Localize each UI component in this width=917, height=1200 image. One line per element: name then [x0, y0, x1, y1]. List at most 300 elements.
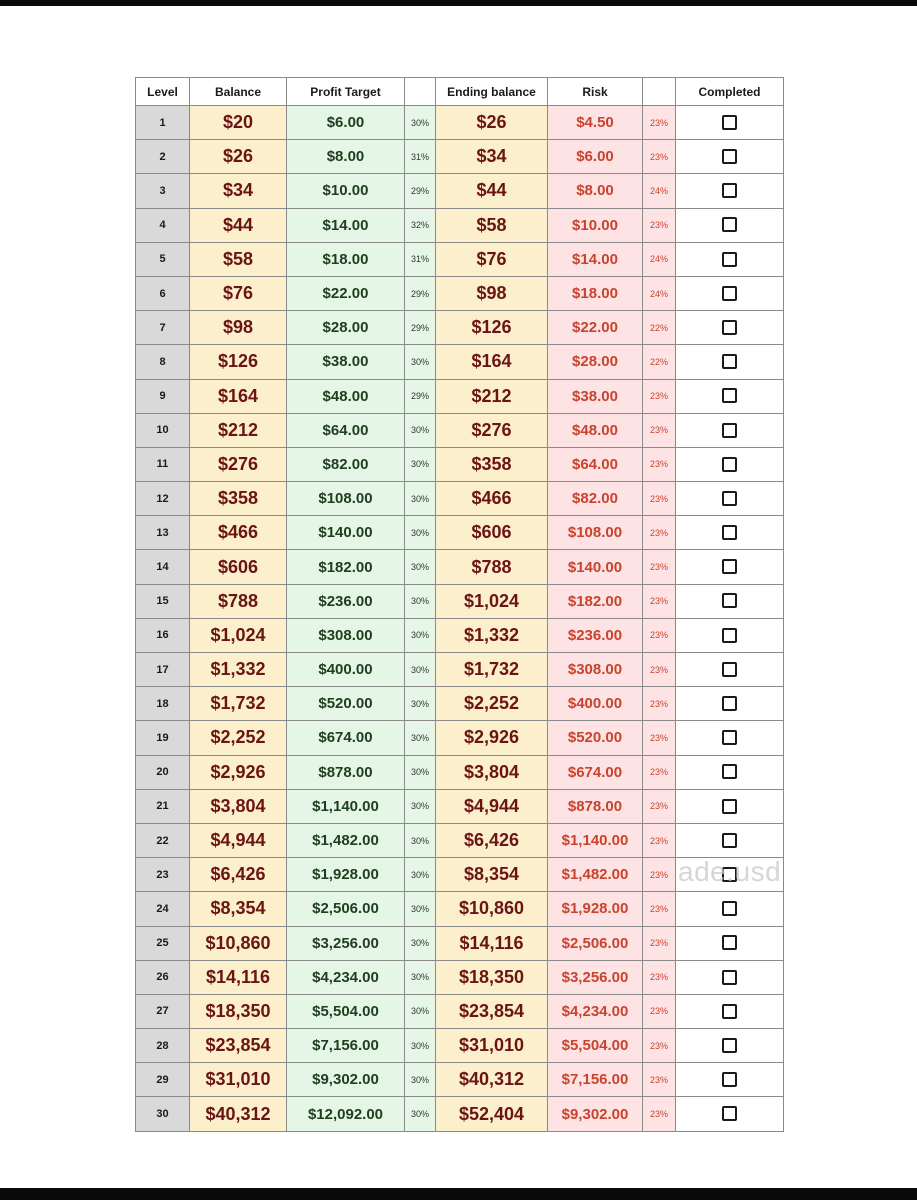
risk-cell: $1,140.00 [548, 823, 643, 857]
ending-balance-cell: $34 [436, 140, 548, 174]
completed-checkbox[interactable] [722, 320, 737, 335]
header-risk-percent [643, 78, 676, 106]
profit-target-cell: $7,156.00 [287, 1029, 405, 1063]
risk-percent-cell: 23% [643, 960, 676, 994]
target-percent-cell: 30% [405, 1097, 436, 1131]
balance-cell: $164 [190, 379, 287, 413]
profit-target-cell: $18.00 [287, 242, 405, 276]
profit-target-cell: $5,504.00 [287, 994, 405, 1028]
risk-cell: $520.00 [548, 721, 643, 755]
balance-cell: $466 [190, 516, 287, 550]
target-percent-cell: 32% [405, 208, 436, 242]
ending-balance-cell: $276 [436, 413, 548, 447]
risk-cell: $22.00 [548, 311, 643, 345]
target-percent-cell: 30% [405, 1029, 436, 1063]
completed-checkbox[interactable] [722, 559, 737, 574]
risk-cell: $400.00 [548, 687, 643, 721]
level-cell: 4 [136, 208, 190, 242]
profit-target-cell: $308.00 [287, 618, 405, 652]
risk-percent-cell: 23% [643, 618, 676, 652]
table-row [136, 208, 784, 242]
profit-target-cell: $674.00 [287, 721, 405, 755]
balance-cell: $2,926 [190, 755, 287, 789]
completed-cell [676, 755, 784, 789]
risk-percent-cell: 23% [643, 106, 676, 140]
risk-percent-cell: 23% [643, 447, 676, 481]
completed-cell [676, 379, 784, 413]
balance-cell: $98 [190, 311, 287, 345]
table-row [136, 379, 784, 413]
completed-cell [676, 687, 784, 721]
target-percent-cell: 30% [405, 994, 436, 1028]
completed-checkbox[interactable] [722, 217, 737, 232]
balance-cell: $10,860 [190, 926, 287, 960]
completed-cell [676, 482, 784, 516]
level-cell: 18 [136, 687, 190, 721]
table-row [136, 516, 784, 550]
table-row [136, 1029, 784, 1063]
table-row [136, 926, 784, 960]
completed-checkbox[interactable] [722, 457, 737, 472]
profit-target-cell: $82.00 [287, 447, 405, 481]
level-cell: 19 [136, 721, 190, 755]
completed-cell [676, 721, 784, 755]
completed-cell [676, 823, 784, 857]
profit-target-cell: $400.00 [287, 653, 405, 687]
ending-balance-cell: $26 [436, 106, 548, 140]
level-cell: 12 [136, 482, 190, 516]
balance-cell: $3,804 [190, 789, 287, 823]
ending-balance-cell: $10,860 [436, 892, 548, 926]
target-percent-cell: 29% [405, 379, 436, 413]
profit-target-cell: $8.00 [287, 140, 405, 174]
completed-cell [676, 926, 784, 960]
header-balance: Balance [190, 78, 287, 106]
target-percent-cell: 30% [405, 653, 436, 687]
risk-cell: $9,302.00 [548, 1097, 643, 1131]
ending-balance-cell: $358 [436, 447, 548, 481]
profit-target-cell: $22.00 [287, 276, 405, 310]
profit-target-cell: $6.00 [287, 106, 405, 140]
risk-percent-cell: 24% [643, 276, 676, 310]
header-completed: Completed [676, 78, 784, 106]
completed-checkbox[interactable] [722, 252, 737, 267]
completed-cell [676, 242, 784, 276]
risk-percent-cell: 23% [643, 584, 676, 618]
completed-cell [676, 413, 784, 447]
balance-cell: $4,944 [190, 823, 287, 857]
profit-target-cell: $9,302.00 [287, 1063, 405, 1097]
balance-cell: $1,732 [190, 687, 287, 721]
table-row [136, 242, 784, 276]
header-ending-balance: Ending balance [436, 78, 548, 106]
profit-target-cell: $1,928.00 [287, 858, 405, 892]
ending-balance-cell: $40,312 [436, 1063, 548, 1097]
completed-checkbox[interactable] [722, 730, 737, 745]
table-row [136, 755, 784, 789]
completed-checkbox[interactable] [722, 662, 737, 677]
level-cell: 7 [136, 311, 190, 345]
ending-balance-cell: $18,350 [436, 960, 548, 994]
risk-percent-cell: 23% [643, 1063, 676, 1097]
target-percent-cell: 30% [405, 789, 436, 823]
ending-balance-cell: $1,732 [436, 653, 548, 687]
level-cell: 1 [136, 106, 190, 140]
completed-cell [676, 789, 784, 823]
table-row [136, 276, 784, 310]
completed-cell [676, 208, 784, 242]
risk-cell: $7,156.00 [548, 1063, 643, 1097]
table-row [136, 653, 784, 687]
completed-cell [676, 892, 784, 926]
completed-checkbox[interactable] [722, 833, 737, 848]
profit-target-cell: $182.00 [287, 550, 405, 584]
balance-cell: $14,116 [190, 960, 287, 994]
risk-percent-cell: 23% [643, 1029, 676, 1063]
profit-target-cell: $2,506.00 [287, 892, 405, 926]
risk-cell: $674.00 [548, 755, 643, 789]
target-percent-cell: 29% [405, 174, 436, 208]
completed-cell [676, 1063, 784, 1097]
completed-checkbox[interactable] [722, 696, 737, 711]
target-percent-cell: 30% [405, 413, 436, 447]
level-cell: 22 [136, 823, 190, 857]
target-percent-cell: 30% [405, 584, 436, 618]
ending-balance-cell: $1,332 [436, 618, 548, 652]
completed-checkbox[interactable] [722, 183, 737, 198]
level-cell: 5 [136, 242, 190, 276]
target-percent-cell: 30% [405, 550, 436, 584]
level-cell: 13 [136, 516, 190, 550]
risk-percent-cell: 23% [643, 1097, 676, 1131]
completed-cell [676, 106, 784, 140]
completed-cell [676, 550, 784, 584]
profit-target-cell: $1,140.00 [287, 789, 405, 823]
profit-target-cell: $12,092.00 [287, 1097, 405, 1131]
completed-checkbox[interactable] [722, 1004, 737, 1019]
level-cell: 27 [136, 994, 190, 1028]
ending-balance-cell: $3,804 [436, 755, 548, 789]
ending-balance-cell: $212 [436, 379, 548, 413]
level-cell: 8 [136, 345, 190, 379]
balance-cell: $358 [190, 482, 287, 516]
risk-percent-cell: 22% [643, 311, 676, 345]
balance-cell: $1,024 [190, 618, 287, 652]
completed-cell [676, 140, 784, 174]
table-row [136, 1063, 784, 1097]
completed-cell [676, 345, 784, 379]
table-row [136, 447, 784, 481]
ending-balance-cell: $23,854 [436, 994, 548, 1028]
level-cell: 25 [136, 926, 190, 960]
table-row [136, 960, 784, 994]
risk-percent-cell: 23% [643, 721, 676, 755]
header-target-percent [405, 78, 436, 106]
completed-cell [676, 994, 784, 1028]
risk-cell: $38.00 [548, 379, 643, 413]
balance-cell: $6,426 [190, 858, 287, 892]
table-row [136, 1097, 784, 1131]
target-percent-cell: 30% [405, 516, 436, 550]
target-percent-cell: 30% [405, 858, 436, 892]
target-percent-cell: 30% [405, 1063, 436, 1097]
table-row [136, 823, 784, 857]
completed-cell [676, 174, 784, 208]
level-cell: 6 [136, 276, 190, 310]
target-percent-cell: 30% [405, 892, 436, 926]
profit-target-cell: $4,234.00 [287, 960, 405, 994]
risk-percent-cell: 23% [643, 482, 676, 516]
bottom-border-bar [0, 1188, 917, 1200]
risk-percent-cell: 23% [643, 858, 676, 892]
balance-cell: $31,010 [190, 1063, 287, 1097]
balance-cell: $18,350 [190, 994, 287, 1028]
table-row [136, 721, 784, 755]
risk-percent-cell: 24% [643, 242, 676, 276]
profit-target-cell: $236.00 [287, 584, 405, 618]
table-row [136, 311, 784, 345]
completed-checkbox[interactable] [722, 1038, 737, 1053]
completed-checkbox[interactable] [722, 764, 737, 779]
risk-percent-cell: 23% [643, 823, 676, 857]
balance-cell: $788 [190, 584, 287, 618]
target-percent-cell: 29% [405, 276, 436, 310]
balance-cell: $20 [190, 106, 287, 140]
ending-balance-cell: $126 [436, 311, 548, 345]
risk-percent-cell: 23% [643, 789, 676, 823]
level-cell: 23 [136, 858, 190, 892]
completed-cell [676, 276, 784, 310]
target-percent-cell: 30% [405, 482, 436, 516]
level-cell: 29 [136, 1063, 190, 1097]
table-row [136, 550, 784, 584]
level-cell: 3 [136, 174, 190, 208]
balance-cell: $26 [190, 140, 287, 174]
table-row [136, 482, 784, 516]
risk-percent-cell: 23% [643, 687, 676, 721]
completed-checkbox[interactable] [722, 286, 737, 301]
table-row [136, 687, 784, 721]
level-cell: 30 [136, 1097, 190, 1131]
risk-cell: $140.00 [548, 550, 643, 584]
completed-checkbox[interactable] [722, 423, 737, 438]
risk-cell: $308.00 [548, 653, 643, 687]
table-row [136, 994, 784, 1028]
completed-checkbox[interactable] [722, 1106, 737, 1121]
profit-target-cell: $10.00 [287, 174, 405, 208]
target-percent-cell: 30% [405, 721, 436, 755]
completed-checkbox[interactable] [722, 1072, 737, 1087]
target-percent-cell: 30% [405, 345, 436, 379]
watermark-text: ade.usd [678, 856, 782, 887]
risk-percent-cell: 23% [643, 208, 676, 242]
balance-cell: $606 [190, 550, 287, 584]
risk-percent-cell: 23% [643, 550, 676, 584]
balance-cell: $34 [190, 174, 287, 208]
risk-percent-cell: 23% [643, 755, 676, 789]
ending-balance-cell: $31,010 [436, 1029, 548, 1063]
table-row [136, 174, 784, 208]
profit-target-cell: $520.00 [287, 687, 405, 721]
table-row [136, 584, 784, 618]
target-percent-cell: 31% [405, 140, 436, 174]
level-cell: 16 [136, 618, 190, 652]
risk-cell: $10.00 [548, 208, 643, 242]
balance-cell: $40,312 [190, 1097, 287, 1131]
level-cell: 15 [136, 584, 190, 618]
level-cell: 24 [136, 892, 190, 926]
risk-cell: $18.00 [548, 276, 643, 310]
risk-cell: $878.00 [548, 789, 643, 823]
risk-cell: $182.00 [548, 584, 643, 618]
target-percent-cell: 30% [405, 106, 436, 140]
ending-balance-cell: $6,426 [436, 823, 548, 857]
completed-checkbox[interactable] [722, 149, 737, 164]
risk-percent-cell: 23% [643, 926, 676, 960]
risk-cell: $82.00 [548, 482, 643, 516]
balance-cell: $126 [190, 345, 287, 379]
level-cell: 2 [136, 140, 190, 174]
level-cell: 11 [136, 447, 190, 481]
ending-balance-cell: $606 [436, 516, 548, 550]
risk-percent-cell: 24% [643, 174, 676, 208]
risk-percent-cell: 23% [643, 653, 676, 687]
risk-cell: $236.00 [548, 618, 643, 652]
balance-cell: $76 [190, 276, 287, 310]
header-risk: Risk [548, 78, 643, 106]
risk-cell: $1,482.00 [548, 858, 643, 892]
risk-cell: $1,928.00 [548, 892, 643, 926]
profit-target-cell: $38.00 [287, 345, 405, 379]
risk-percent-cell: 23% [643, 413, 676, 447]
risk-cell: $6.00 [548, 140, 643, 174]
completed-cell [676, 653, 784, 687]
target-percent-cell: 30% [405, 960, 436, 994]
profit-target-cell: $140.00 [287, 516, 405, 550]
table-body [136, 106, 784, 1132]
level-cell: 17 [136, 653, 190, 687]
balance-cell: $1,332 [190, 653, 287, 687]
level-cell: 9 [136, 379, 190, 413]
profit-target-cell: $28.00 [287, 311, 405, 345]
balance-cell: $23,854 [190, 1029, 287, 1063]
risk-percent-cell: 23% [643, 379, 676, 413]
completed-cell [676, 1097, 784, 1131]
target-percent-cell: 31% [405, 242, 436, 276]
balance-cell: $212 [190, 413, 287, 447]
risk-cell: $5,504.00 [548, 1029, 643, 1063]
table-row [136, 789, 784, 823]
risk-percent-cell: 23% [643, 140, 676, 174]
completed-checkbox[interactable] [722, 970, 737, 985]
target-percent-cell: 30% [405, 447, 436, 481]
level-cell: 21 [136, 789, 190, 823]
completed-checkbox[interactable] [722, 935, 737, 950]
risk-cell: $2,506.00 [548, 926, 643, 960]
completed-cell [676, 311, 784, 345]
target-percent-cell: 29% [405, 311, 436, 345]
risk-cell: $48.00 [548, 413, 643, 447]
top-border-bar [0, 0, 917, 6]
profit-target-cell: $64.00 [287, 413, 405, 447]
header-row [136, 78, 784, 106]
completed-checkbox[interactable] [722, 388, 737, 403]
completed-cell [676, 1029, 784, 1063]
profit-target-cell: $3,256.00 [287, 926, 405, 960]
level-cell: 26 [136, 960, 190, 994]
completed-checkbox[interactable] [722, 115, 737, 130]
ending-balance-cell: $98 [436, 276, 548, 310]
completed-checkbox[interactable] [722, 799, 737, 814]
header-profit-target: Profit Target [287, 78, 405, 106]
ending-balance-cell: $14,116 [436, 926, 548, 960]
completed-checkbox[interactable] [722, 593, 737, 608]
completed-cell [676, 618, 784, 652]
table-row [136, 345, 784, 379]
ending-balance-cell: $2,926 [436, 721, 548, 755]
ending-balance-cell: $466 [436, 482, 548, 516]
risk-cell: $28.00 [548, 345, 643, 379]
table-row [136, 892, 784, 926]
level-cell: 14 [136, 550, 190, 584]
target-percent-cell: 30% [405, 618, 436, 652]
ending-balance-cell: $164 [436, 345, 548, 379]
balance-cell: $58 [190, 242, 287, 276]
target-percent-cell: 30% [405, 823, 436, 857]
risk-percent-cell: 23% [643, 994, 676, 1028]
profit-target-cell: $878.00 [287, 755, 405, 789]
completed-cell [676, 584, 784, 618]
level-cell: 10 [136, 413, 190, 447]
profit-target-cell: $14.00 [287, 208, 405, 242]
completed-checkbox[interactable] [722, 525, 737, 540]
table-row [136, 413, 784, 447]
header-level: Level [136, 78, 190, 106]
risk-percent-cell: 22% [643, 345, 676, 379]
risk-cell: $14.00 [548, 242, 643, 276]
account-growth-table [135, 77, 784, 1132]
completed-checkbox[interactable] [722, 354, 737, 369]
completed-cell [676, 447, 784, 481]
table-row [136, 618, 784, 652]
risk-cell: $4,234.00 [548, 994, 643, 1028]
ending-balance-cell: $52,404 [436, 1097, 548, 1131]
ending-balance-cell: $44 [436, 174, 548, 208]
balance-cell: $276 [190, 447, 287, 481]
target-percent-cell: 30% [405, 926, 436, 960]
table-row [136, 106, 784, 140]
level-cell: 20 [136, 755, 190, 789]
balance-cell: $44 [190, 208, 287, 242]
completed-checkbox[interactable] [722, 491, 737, 506]
completed-checkbox[interactable] [722, 628, 737, 643]
risk-cell: $64.00 [548, 447, 643, 481]
completed-checkbox[interactable] [722, 901, 737, 916]
risk-percent-cell: 23% [643, 516, 676, 550]
ending-balance-cell: $8,354 [436, 858, 548, 892]
balance-cell: $2,252 [190, 721, 287, 755]
ending-balance-cell: $1,024 [436, 584, 548, 618]
ending-balance-cell: $4,944 [436, 789, 548, 823]
balance-cell: $8,354 [190, 892, 287, 926]
level-cell: 28 [136, 1029, 190, 1063]
completed-cell [676, 960, 784, 994]
ending-balance-cell: $58 [436, 208, 548, 242]
profit-target-cell: $48.00 [287, 379, 405, 413]
completed-cell [676, 516, 784, 550]
ending-balance-cell: $788 [436, 550, 548, 584]
risk-cell: $3,256.00 [548, 960, 643, 994]
